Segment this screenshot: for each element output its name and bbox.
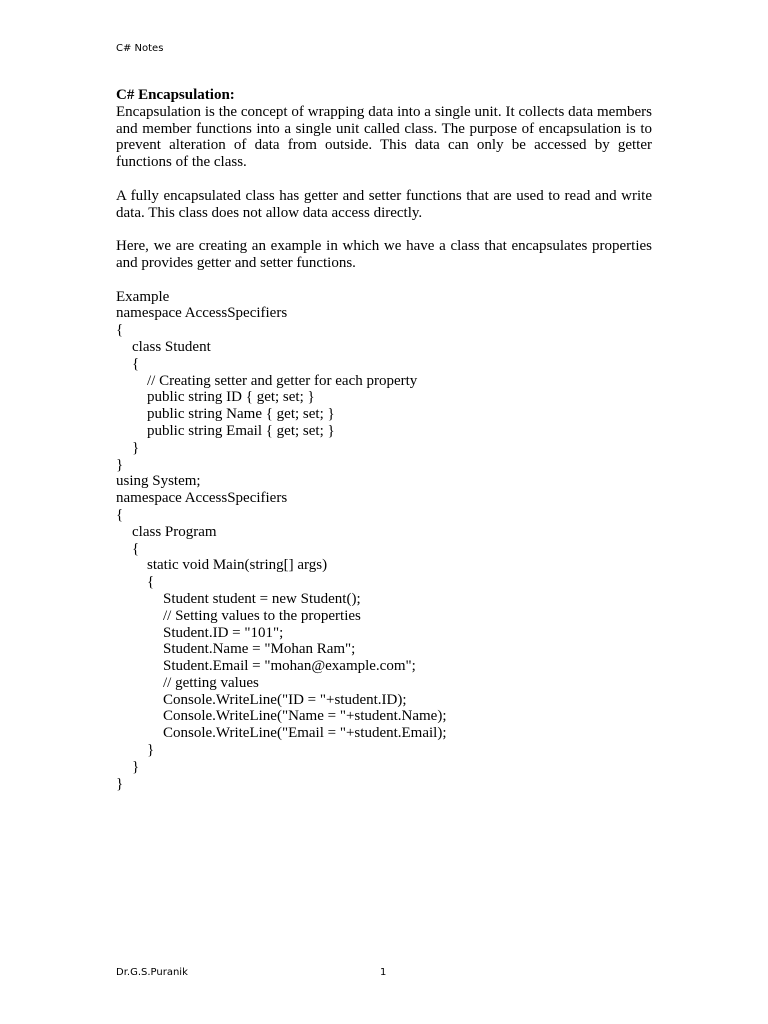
paragraph-fully-encapsulated: A fully encapsulated class has getter and setter functions that are used to read and write data. This class does not allow data access directly. (116, 187, 652, 221)
code-line: public string Email { get; set; } (147, 422, 335, 439)
code-line: Console.WriteLine("Name = "+student.Name); (163, 708, 447, 725)
code-line: namespace AccessSpecifiers (116, 305, 288, 322)
code-line: { (132, 355, 140, 372)
page-header: C# Notes (116, 43, 164, 54)
code-line: static void Main(string[] args) (147, 557, 328, 574)
code-line: { (116, 506, 124, 523)
code-line: Student student = new Student(); (163, 590, 361, 607)
code-line: Console.WriteLine("ID = "+student.ID); (163, 691, 407, 708)
footer-author: Dr.G.S.Puranik (116, 967, 188, 978)
code-line: using System; (116, 473, 201, 490)
code-line: // Creating setter and getter for each property (147, 372, 418, 389)
paragraph-intro: Encapsulation is the concept of wrapping data into a single unit. It collects data members and member functions into a single unit called class. The purpose of encapsulation is to prevent alteration of data from outside. This data can only be accessed by getter functions of the class. (116, 103, 652, 171)
code-line: public string Name { get; set; } (147, 406, 335, 423)
code-line: class Student (132, 338, 211, 355)
code-line: } (132, 758, 140, 775)
code-line: Student.Name = "Mohan Ram"; (163, 641, 356, 658)
paragraph-example-intro: Here, we are creating an example in which we have a class that encapsulates properties and provides getter and setter functions. (116, 238, 652, 271)
code-line: } (116, 456, 124, 473)
code-line: } (132, 439, 140, 456)
example-label: Example (116, 288, 170, 305)
page-number: 1 (380, 967, 387, 978)
code-block (116, 305, 652, 792)
code-line: { (132, 540, 140, 557)
code-line: class Program (132, 523, 217, 540)
document-body (116, 87, 652, 792)
code-line: Student.ID = "101"; (163, 624, 284, 641)
code-line: Console.WriteLine("Email = "+student.Email); (163, 725, 447, 742)
section-title: C# Encapsulation: (116, 87, 235, 103)
code-line: Student.Email = "mohan@example.com"; (163, 658, 416, 675)
code-line: public string ID { get; set; } (147, 389, 315, 406)
code-line: // Setting values to the properties (163, 607, 361, 624)
code-line: } (147, 742, 155, 759)
code-line: { (116, 322, 124, 339)
code-line: { (147, 574, 155, 591)
code-line: // getting values (163, 674, 259, 691)
code-line: namespace AccessSpecifiers (116, 490, 288, 507)
code-line: } (116, 775, 124, 792)
